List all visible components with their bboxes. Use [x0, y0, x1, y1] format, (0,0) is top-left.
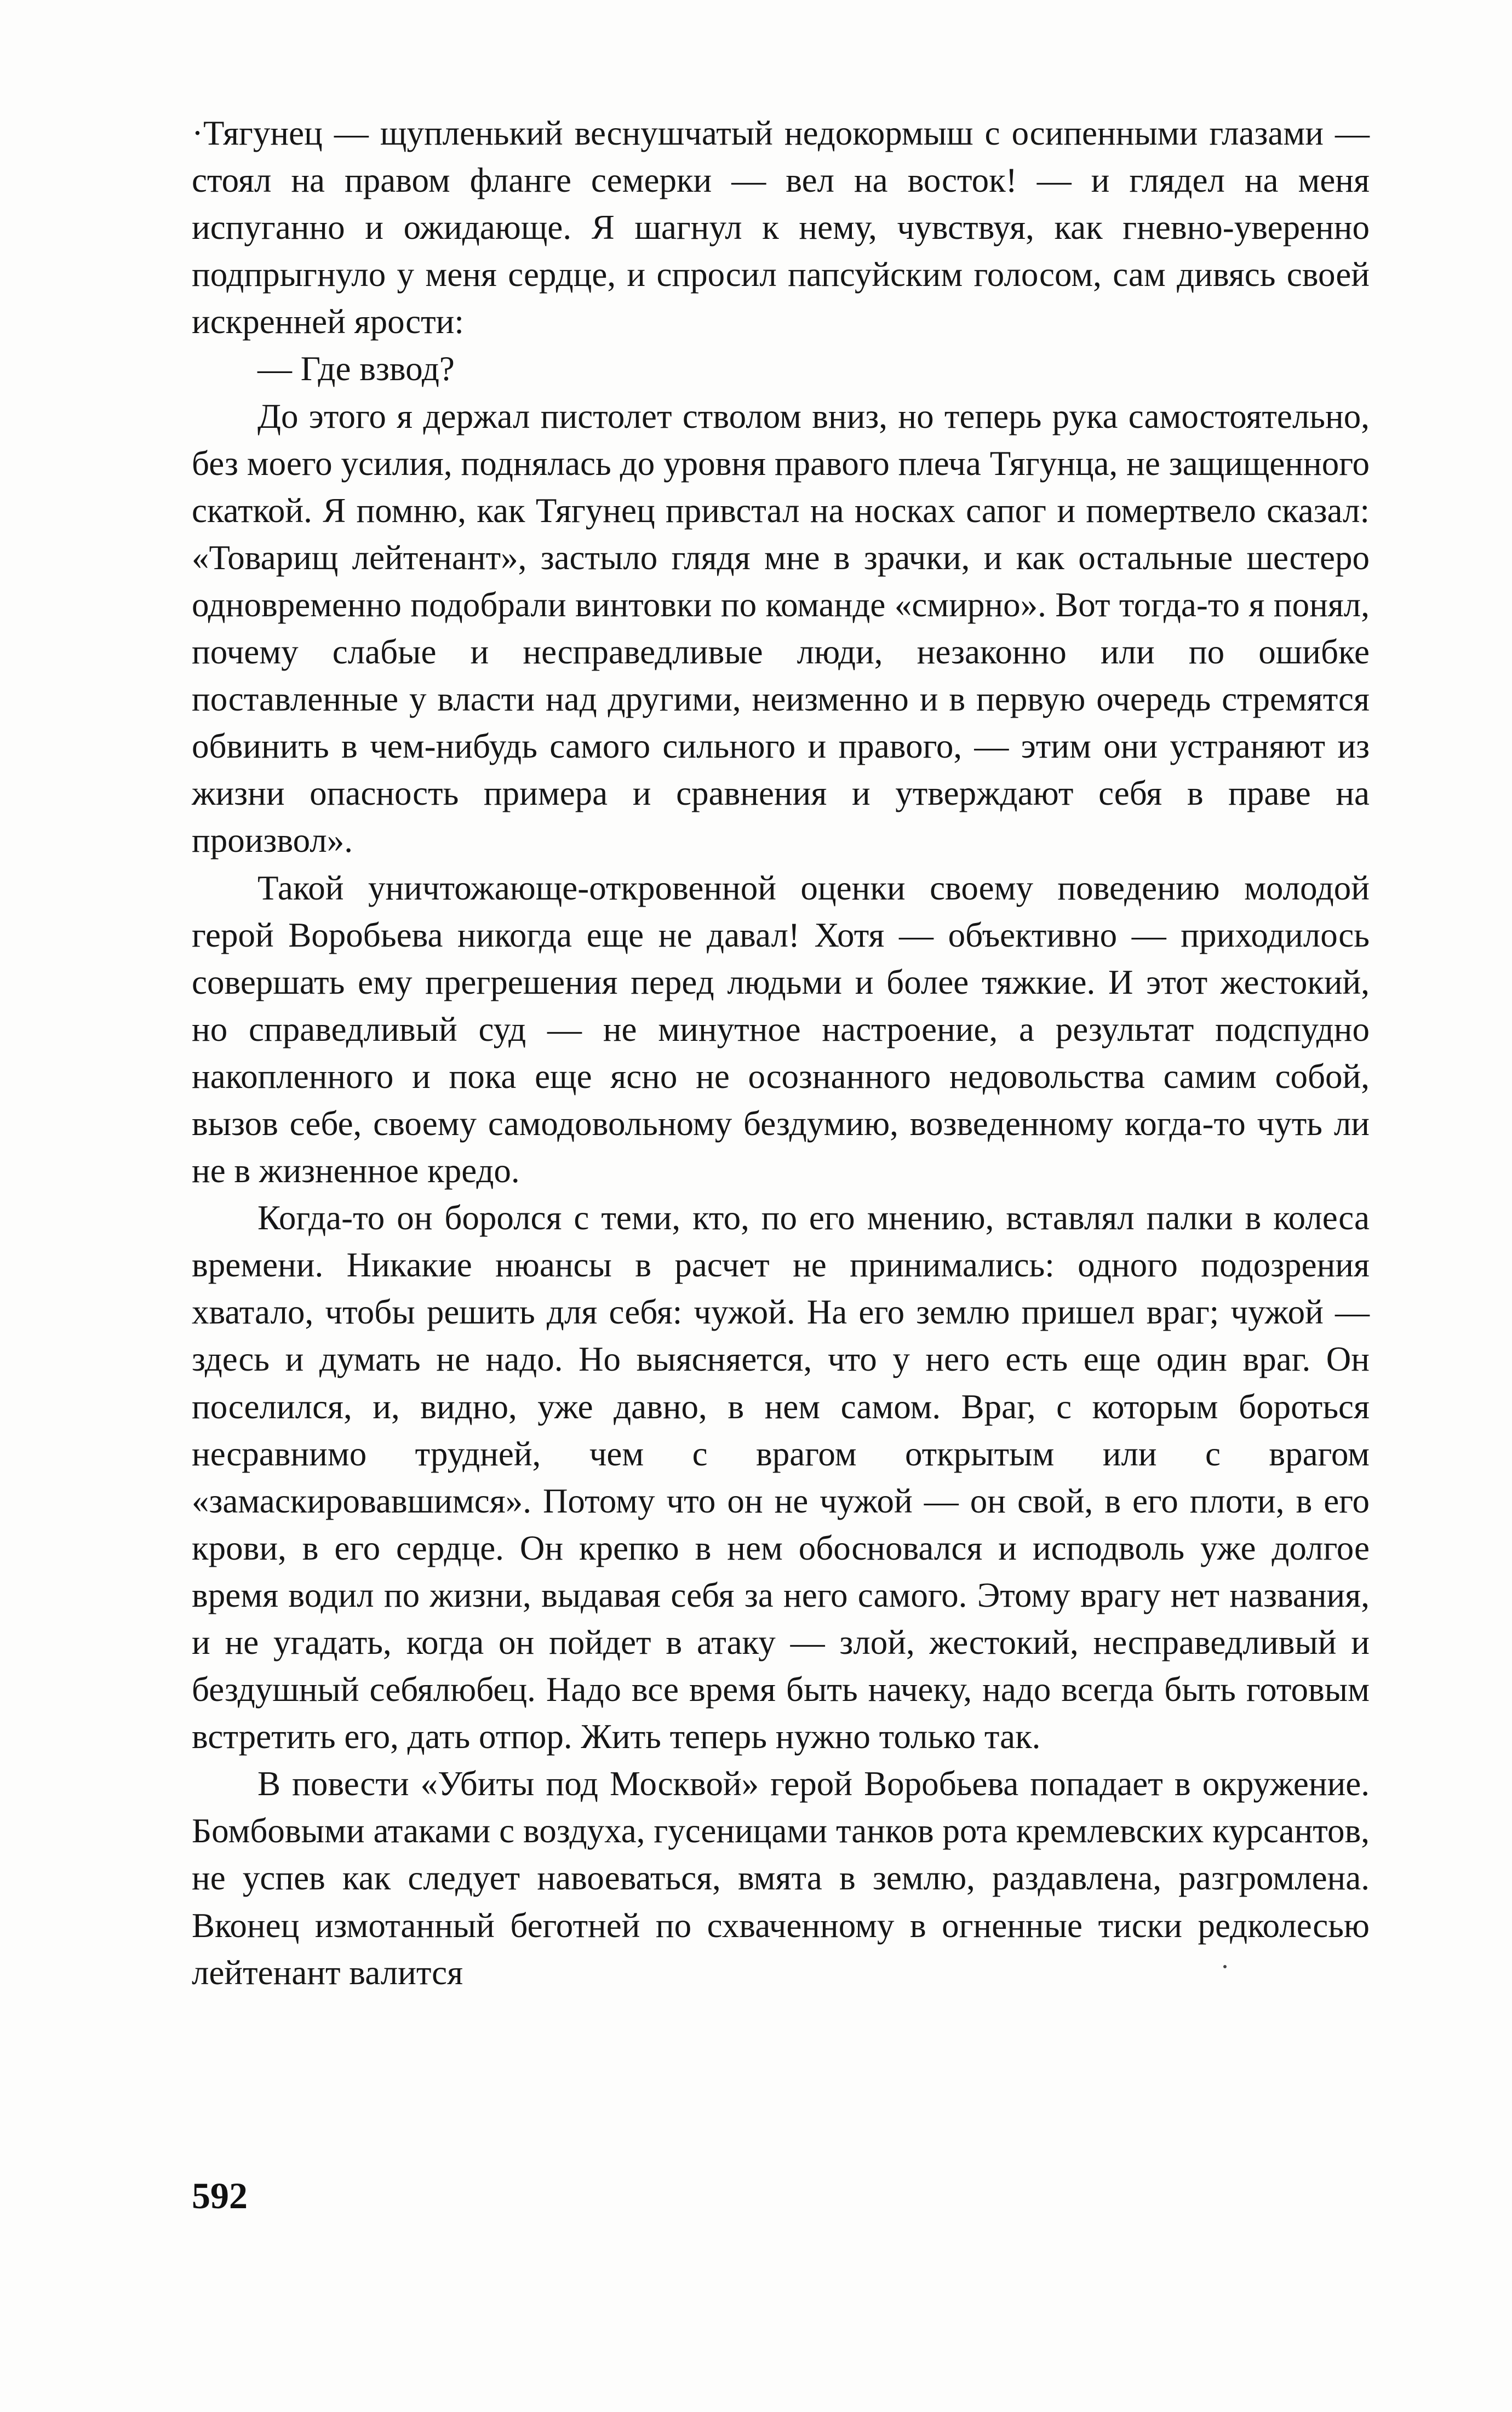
paragraph-5: Когда-то он боролся с теми, кто, по его мнению, вставлял палки в колеса времени. Никакие нюансы в расчет не принимались: одного подозрения хватало, чтобы решить для себя: чужой. На его землю пришел враг; чужой — здесь и думать не надо. Но выясняется, что у него есть еще один враг. Он поселился, и, видно, уже давно, в нем самом. Враг, с которым бороться несравнимо трудней, чем с врагом открытым или с врагом «замаскировавшимся». Потому что он не чужой — он свой, в его плоти, в его крови, в его сердце. Он крепко в нем обосновался и исподволь уже долгое время водил по жизни, выдавая себя за него самого. Этому врагу нет названия, и не угадать, когда он пойдет в атаку — злой, жестокий, несправедливый и бездушный себялюбец. Надо все время быть начеку, надо всегда быть готовым встретить его, дать отпор. Жить теперь нужно только так.: [192, 1199, 1370, 1756]
paragraph-3: До этого я держал пистолет стволом вниз, но теперь рука самостоятельно, без моего усилия, поднялась до уровня правого плеча Тягунца, не защищенного скаткой. Я помню, как Тягунец привстал на носках сапог и помертвело сказал: «Товарищ лейтенант», застыло глядя мне в зрачки, и как остальные шестеро одновременно подобрали винтовки по команде «смирно». Вот тогда-то я понял, почему слабые и несправедливые люди, незаконно или по ошибке поставленные у власти над другими, неизменно и в первую очередь стремятся обвинить в чем-нибудь самого сильного и правого, — этим они устраняют из жизни опасность примера и сравнения и утверждают себя в праве на произвол».: [192, 397, 1370, 860]
paragraph-1: ·Тягунец — щупленький веснушчатый недокормыш с осипенными глазами — стоял на правом фланге семерки — вел на восток! — и глядел на меня испуганно и ожидающе. Я шагнул к нему, чувствуя, как гневно-уверенно подпрыгнуло у меня сердце, и спросил папсуйским голосом, сам дивясь своей искренней ярости:: [192, 114, 1370, 341]
page-text: [192, 110, 1370, 1996]
paragraph-dialog: — Где взвод?: [257, 350, 455, 388]
paragraph-6: В повести «Убиты под Москвой» герой Воробьева попадает в окружение. Бомбовыми атаками с воздуха, гусеницами танков рота кремлевских курсантов, не успев как следует навоеваться, вмята в землю, раздавлена, разгромлена. Вконец измотанный беготней по схваченному в огненные тиски редколесью лейтенант валится: [192, 1764, 1370, 1992]
page-number: 592: [192, 2175, 248, 2216]
print-speck: [1223, 1965, 1227, 1968]
paragraph-4: Такой уничтожающе-откровенной оценки своему поведению молодой герой Воробьева никогда еще не давал! Хотя — объективно — приходилось совершать ему прегрешения перед людьми и более тяжкие. И этот жестокий, но справедливый суд — не минутное настроение, а результат подспудно накопленного и пока еще ясно не осознанного недовольства самим собой, вызов себе, своему самодовольному бездумию, возведенному когда-то чуть ли не в жизненное кредо.: [192, 868, 1370, 1190]
